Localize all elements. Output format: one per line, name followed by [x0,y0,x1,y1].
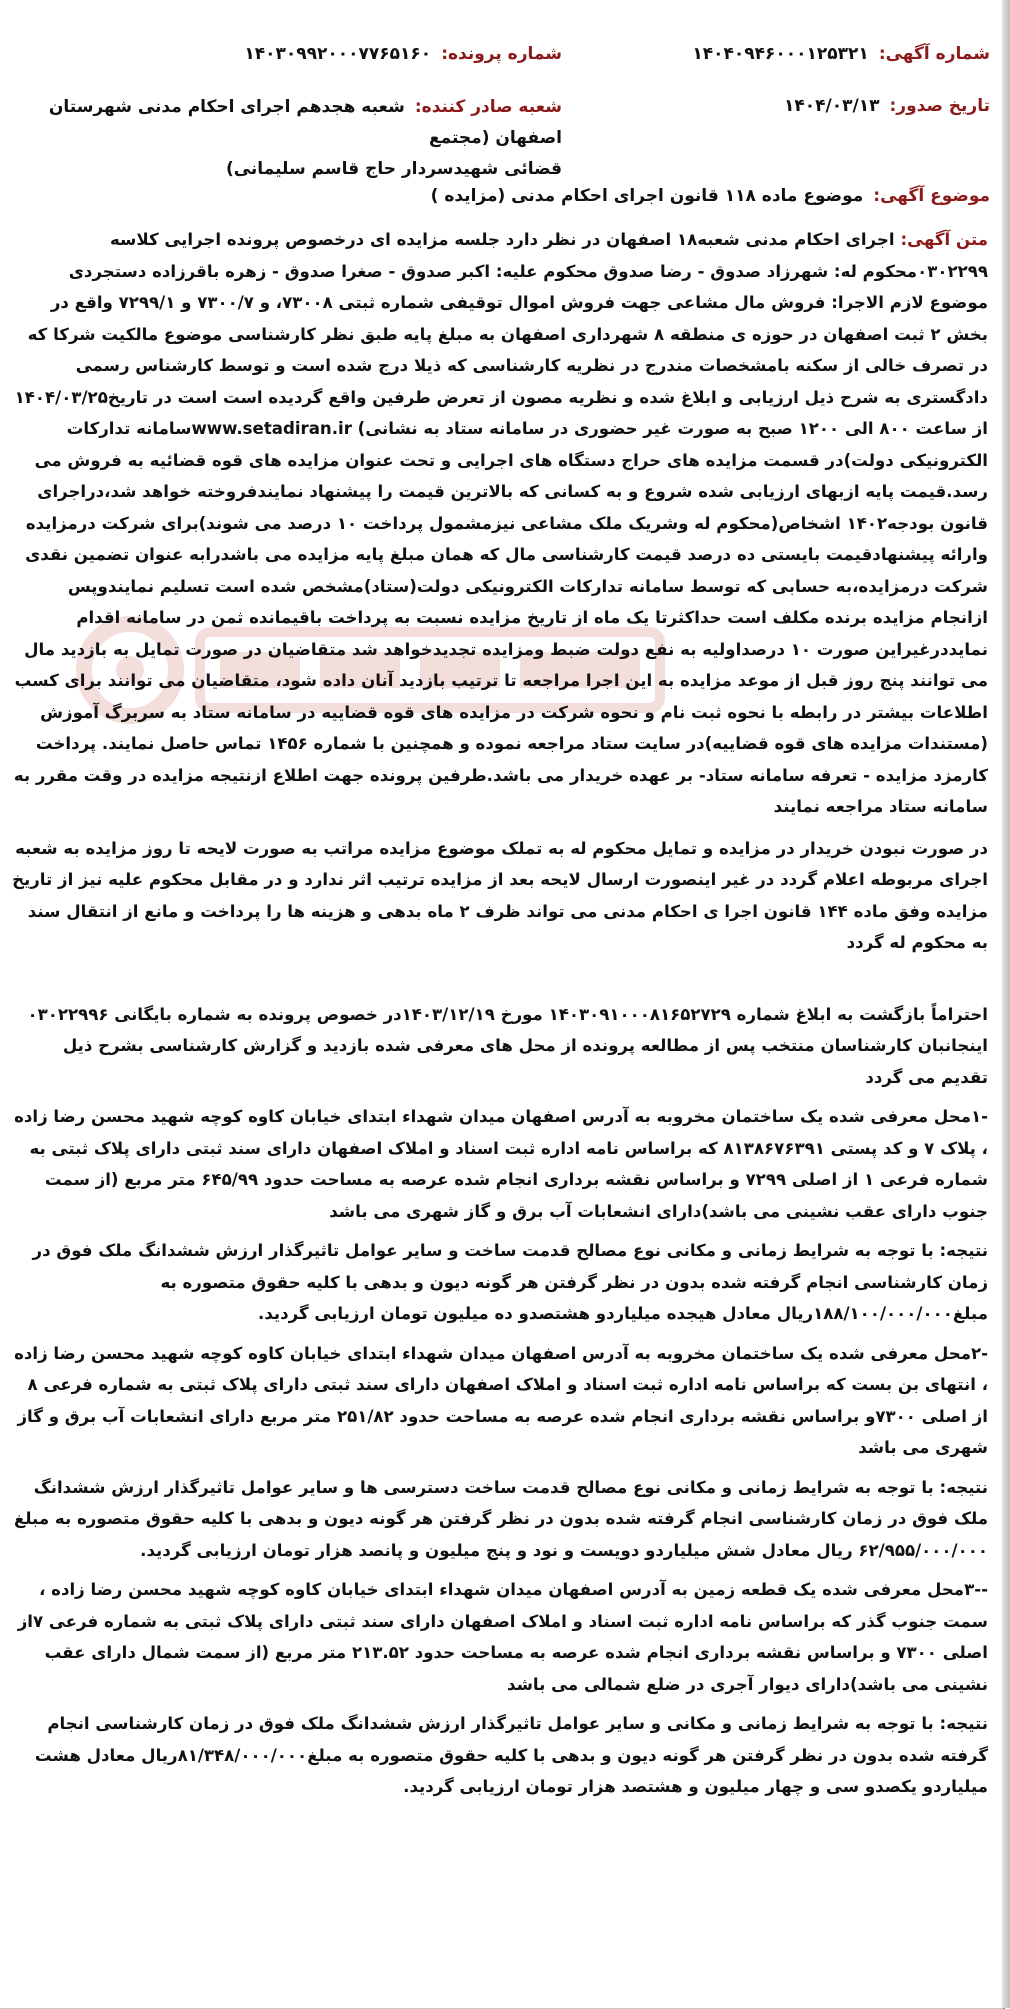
ad-number-label: شماره آگهی: [878,44,990,64]
result-1: نتیجه: با توجه به شرایط زمانی و مکانی نوع مصالح قدمت ساخت و سایر عوامل تاثیرگذار ارزش ششدانگ ملک فوق در زمان کارشناسی انجام گرفته شده بدون در نظر گرفتن هر گونه دیون و بدهی با کلیه حقوق متصوره به مبلغ۱۸۸/۱۰۰/۰۰۰/۰۰۰ریال معادل هیجده میلیاردو هشتصدو ده میلیون تومان ارزیابی گردید. [32,1241,988,1323]
ad-number-row [692,44,990,64]
file-number: ۱۴۰۳۰۹۹۲۰۰۰۷۷۶۵۱۶۰ [244,44,432,64]
subject-row [431,186,990,206]
file-number-row [244,44,562,64]
result-3: نتیجه: با توجه به شرایط زمانی و مکانی و سایر عوامل تاثیرگذار ارزش ششدانگ ملک فوق در زمان کارشناسی انجام گرفته شده بدون در نظر گرفتن هر گونه دیون و بدهی با کلیه حقوق متصوره به مبلغ۸۱/۳۴۸/۰۰۰/۰۰۰ریال معادل هشت میلیاردو یکصدو سی و چهار میلیون و هشتصد هزار تومان ارزیابی گردید. [34,1714,988,1796]
expert-intro: احتراماً بازگشت به ابلاغ شماره ۱۴۰۳۰۹۱۰۰۰۸۱۶۵۲۷۲۹ مورخ ۱۴۰۳/۱۲/۱۹در خصوص پرونده به شماره بایگانی ۰۳۰۲۲۹۹۶ اینجانبان کارشناسان منتخب پس از مطالعه پرونده از محل های معرفی شده بازدید و گزارش کارشناسی بشرح ذیل تقدیم می گردد [27,1004,988,1087]
file-number-label: شماره پرونده: [441,44,562,64]
item-3: --۳محل معرفی شده یک قطعه زمین به آدرس اصفهان میدان شهداء ابتدای خیابان کاوه کوچه شهید محسن رضا زاده ، سمت جنوب گذر که براساس نامه اداره ثبت اسناد و املاک اصفهان دارای سند ثبتی دارای پلاک ثبتی به شماره فرعی ۷از اصلی ۷۳۰۰ و براساس نقشه برداری انجام شده عرصه به مساحت حدود ۲۱۳.۵۲ متر مربع (از سمت شمال دارای عقب نشینی می باشد)دارای دیوار آجری در ضلع شمالی می باشد [17,1580,988,1694]
ad-body [12,224,988,1803]
branch-line2: قضائی شهیدسردار حاج قاسم سلیمانی) [225,159,562,179]
branch-line1: شعبه هجدهم اجرای احکام مدنی شهرستان اصفهان (مجتمع [48,97,562,148]
paragraph-2: در صورت نبودن خریدار در مزایده و تمایل محکوم له به تملک موضوع مزایده مراتب به صورت لایحه تا روز مزایده به شعبه اجرای مربوطه اعلام گردد در غیر اینصورت ارسال لایحه بعد از مزایده ترتیب اثر ندارد و در مقابل محکوم علیه نیز از تاریخ مزایده وفق ماده ۱۴۴ قانون اجرا ی احکام مدنی می تواند ظرف ۲ ماه بدهی و هزینه ها را پرداخت و مانع از انتقال سند به محکوم له گردد [12,838,988,952]
subject-text: موضوع ماده ۱۱۸ قانون اجرای احکام مدنی (مزایده ) [430,186,864,206]
vertical-scrollbar[interactable] [1002,0,1010,2008]
branch-row [12,92,562,185]
item-1: -۱محل معرفی شده یک ساختمان مخروبه به آدرس اصفهان میدان شهداء ابتدای خیابان کاوه کوچه شهید محسن رضا زاده ، پلاک ۷ و کد پستی ۸۱۳۸۶۷۶۳۹۱ که براساس نامه اداره ثبت اسناد و املاک اصفهان دارای سند ثبتی دارای پلاک ثبتی به شماره فرعی ۱ از اصلی ۷۲۹۹ و براساس نقشه برداری انجام شده عرصه به مساحت حدود ۶۴۵/۹۹ متر مربع (از سمت جنوب دارای عقب نشینی می باشد)دارای انشعابات آب برق و گاز شهری می باشد [14,1107,988,1221]
subject-label: موضوع آگهی: [873,186,990,206]
main-paragraph [12,224,988,823]
issue-date-label: تاریخ صدور: [889,96,990,116]
main-text: اجرای احکام مدنی شعبه۱۸ اصفهان در نظر دارد جلسه مزایده ای درخصوص پرونده اجرایی کلاسه ۰۳۰۲۲۹۹محکوم له: شهرزاد صدوق - رضا صدوق محکوم علیه: اکبر صدوق - صغرا صدوق - زهره باقرزاده دستجردی موضوع لازم الاجرا: فروش مال مشاعی جهت فروش اموال توقیفی شماره ثبتی ۷۳۰۰۸، و ۷۳۰۰/۷ و ۷۲۹۹/۱ واقع در بخش ۲ ثبت اصفهان در حوزه ی منطقه ۸ شهرداری اصفهان به مبلغ پایه طبق نظر کارشناسی موضوع مالکیت شرکا که در تصرف خالی از سکنه بامشخصات مندرج در نظریه کارشناسی که ذیلا درج شده است و توسط کارشناس رسمی دادگستری به شرح ذیل ارزیابی و ابلاغ شده و نظریه مصون از تعرض طرفین واقع گردیده است است در تاریخ۱۴۰۴/۰۳/۲۵ از ساعت ۸۰۰ الی ۱۲۰۰ صبح به صورت غیر حضوری در سامانه ستاد به نشانی) www.setadiran.irسامانه تدارکات الکترونیکی دولت)در قسمت مزایده های حراج دستگاه های اجرایی و تحت عنوان مزایده های قوه قضائیه به فروش می رسد.قیمت پایه ازبهای ارزیابی شده شروع و به کسانی که بالاترین قیمت را پیشنهاد نمایندفروخته خواهد شد،دراجرای قانون بودجه۱۴۰۲ اشخاص(محکوم له وشریک ملک مشاعی نیزمشمول پرداخت ۱۰ درصد می شوند)برای شرکت درمزایده وارائه پیشنهادقیمت بایستی ده درصد قیمت کارشناسی مال که همان مبلغ پایه مزایده می باشدرابه عنوان تضمین نقدی شرکت درمزایده،به حسابی که توسط سامانه تدارکات الکترونیکی دولت(ستاد)مشخص شده است تسلیم نمایندوپس ازانجام مزایده برنده مکلف است حداکثرتا یک ماه از تاریخ مزایده نسبت به پرداخت باقیمانده ثمن در سامانه اقدام نمایددرغیراین صورت ۱۰ درصداولیه به نفع دولت ضبط ومزایده تجدیدخواهد شد متقاضیان در صورت تمایل به بازدید مال می توانند پنج روز قبل از موعد مزایده به این اجرا مراجعه تا ترتیب بازدید آنان داده شود، متقاضیان می توانند برای کسب اطلاعات بیشتر در رابطه با نحوه ثبت نام و نحوه شرکت در مزایده های قوه قضاییه در سامانه ستاد به سربرگ آموزش (مستندات مزایده های قوه قضاییه)در سایت ستاد مراجعه نموده و همچنین با شماره ۱۴۵۶ تماس حاصل نمایند. پرداخت کارمزد مزایده - تعرفه سامانه ستاد- بر عهده خریدار می باشد.طرفین پرونده جهت اطلاع ازنتیجه مزایده در وقت مقرر به سامانه ستاد مراجعه نمایند [13,230,988,816]
item-2: -۲محل معرفی شده یک ساختمان مخروبه به آدرس اصفهان میدان شهداء ابتدای خیابان کاوه کوچه شهید محسن رضا زاده ، انتهای بن بست که براساس نامه اداره ثبت اسناد و املاک اصفهان دارای سند ثبتی دارای پلاک ثبتی به شماره فرعی ۸ از اصلی ۷۳۰۰و براساس نقشه برداری انجام شده عرصه به مساحت حدود ۲۵۱/۸۲ متر مربع دارای انشعابات آب برق و گاز شهری می باشد [14,1343,988,1457]
ad-number: ۱۴۰۴۰۹۴۶۰۰۰۱۲۵۳۲۱ [692,44,869,64]
issue-date: ۱۴۰۴/۰۳/۱۳ [784,96,880,116]
issue-date-row [784,96,990,116]
section-gap [12,959,988,999]
branch-label: شعبه صادر کننده: [414,97,562,117]
body-label: متن آگهی: [900,230,988,249]
result-2: نتیجه: با توجه به شرایط زمانی و مکانی نوع مصالح قدمت ساخت دسترسی ها و سایر عوامل تاثیرگذار ارزش ششدانگ ملک فوق در زمان کارشناسی انجام گرفته شده بدون در نظر گرفتن هر گونه دیون و بدهی با کلیه حقوق متصوره به مبلغ ۶۲/۹۵۵/۰۰۰/۰۰۰ ریال معادل شش میلیاردو دویست و نود و پنج میلیون و پانصد هزار تومان ارزیابی گردید. [13,1477,988,1560]
